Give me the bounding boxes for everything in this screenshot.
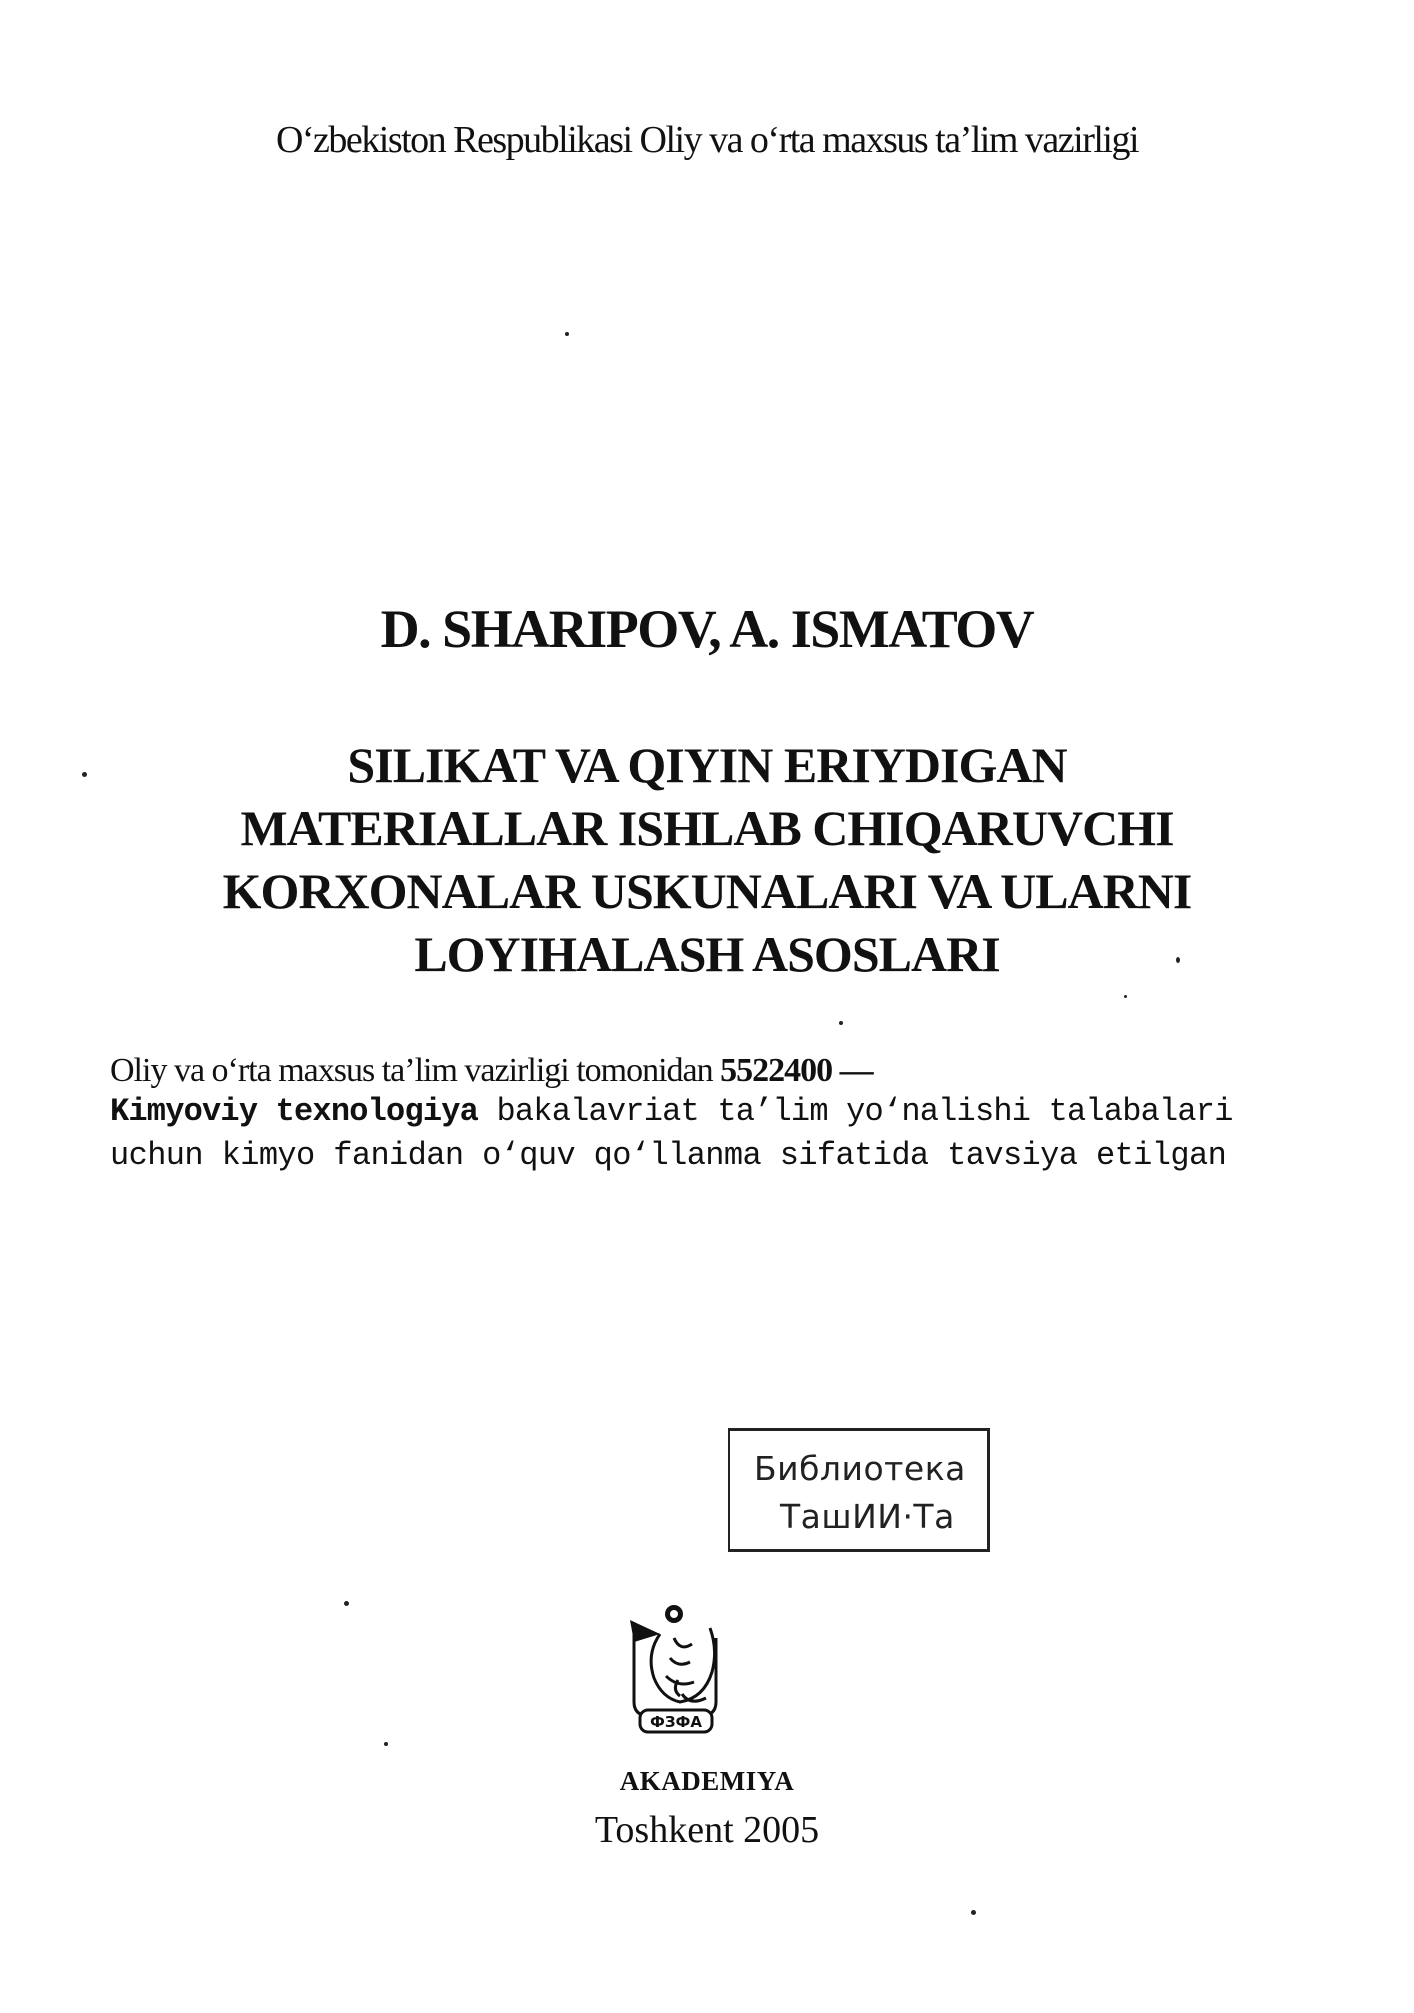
recommendation-text: Oliy va o‘rta maxsus ta’lim vazirligi tomonidan — [110, 1052, 721, 1089]
scan-speck — [344, 1601, 349, 1606]
publication-place-year: Toshkent 2005 — [594, 1809, 820, 1851]
scan-speck — [971, 1910, 976, 1915]
scan-speck — [565, 332, 569, 336]
library-stamp-line-1: Библиотека — [754, 1449, 966, 1488]
scan-speck — [1124, 995, 1127, 998]
scan-speck — [384, 1742, 388, 1746]
book-title-line-1: SILIKAT VA QIYIN ERIYDIGAN — [347, 737, 1067, 793]
akademiya-publisher-logo-icon — [620, 1598, 730, 1738]
recommendation-line-3: uchun kimyo fanidan o‘quv qo‘llanma sifatida tavsiya etilgan — [110, 1137, 1227, 1174]
library-stamp-line-2: ТашИИ·Та — [780, 1497, 955, 1536]
authors: D. SHARIPOV, A. ISMATOV — [380, 599, 1034, 659]
specialty-code: 5522400 — — [720, 1052, 873, 1089]
book-title-line-4: LOYIHALASH ASOSLARI — [414, 926, 1000, 982]
recommendation-line-2 — [110, 1093, 1233, 1130]
library-stamp — [728, 1428, 990, 1552]
specialty-name: Kimyoviy texnologiya — [110, 1093, 479, 1130]
book-title-line-2: MATERIALLAR ISHLAB CHIQARUVCHI — [240, 800, 1174, 856]
recommendation-line-1 — [110, 1054, 873, 1088]
scan-speck — [839, 1021, 843, 1025]
book-title-line-3: KORXONALAR USKUNALARI VA ULARNI — [222, 863, 1192, 919]
scan-speck — [82, 772, 87, 777]
publisher-name: AKADEMIYA — [619, 1766, 795, 1796]
logo-lettering: ФЗФА — [649, 1713, 703, 1731]
recommendation-text-2: bakalavriat ta’lim yo‘nalishi talabalari — [478, 1093, 1233, 1130]
ministry-header: O‘zbekiston Respublikasi Oliy va o‘rta maxsus ta’lim vazirligi — [275, 119, 1139, 161]
scan-speck — [1176, 957, 1180, 963]
